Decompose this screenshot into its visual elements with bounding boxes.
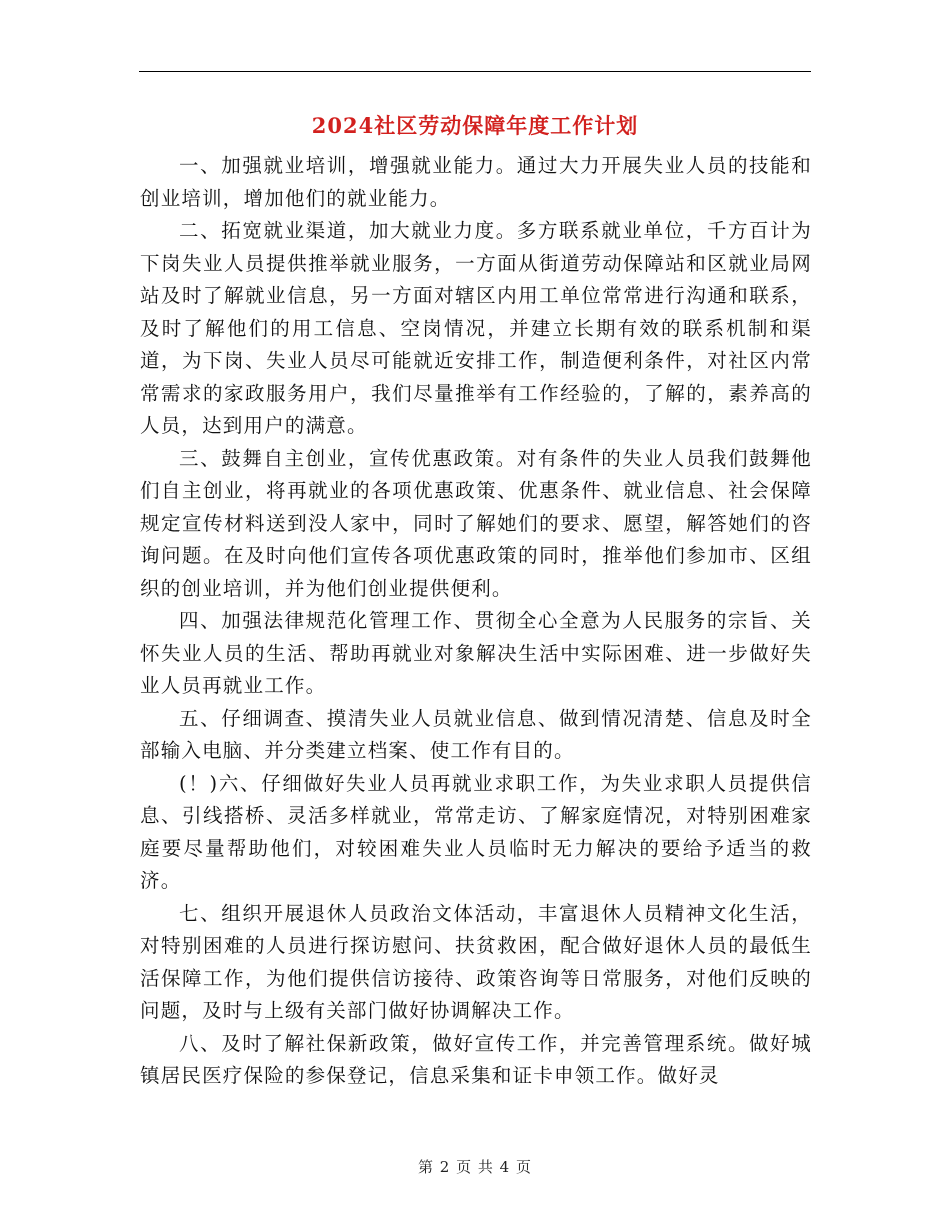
page-number-footer: 第 2 页 共 4 页 (418, 1158, 532, 1176)
paragraph-3: 三、鼓舞自主创业，宣传优惠政策。对有条件的失业人员我们鼓舞他们自主创业，将再就业的各项优惠政策、优惠条件、就业信息、社会保障规定宣传材料送到没人家中，同时了解她们的要求、愿望，解答她们的咨询问题。在及时向他们宣传各项优惠政策的同时，推举他们参加市、区组织的创业培训，并为他们创业提供便利。 (140, 446, 812, 600)
paragraph-6: (！)六、仔细做好失业人员再就业求职工作，为失业求职人员提供信息、引线搭桥、灵活多样就业，常常走访、了解家庭情况，对特别困难家庭要尽量帮助他们，对较困难失业人员临时无力解决的要给予适当的救济。 (140, 771, 812, 892)
paragraph-8: 八、及时了解社保新政策，做好宣传工作，并完善管理系统。做好城镇居民医疗保险的参保登记，信息采集和证卡申领工作。做好灵 (140, 1031, 812, 1087)
paragraph-7: 七、组织开展退休人员政治文体活动，丰富退休人员精神文化生活，对特别困难的人员进行探访慰问、扶贫救困，配合做好退休人员的最低生活保障工作，为他们提供信访接待、政策咨询等日常服务，对他们反映的问题，及时与上级有关部门做好协调解决工作。 (140, 901, 812, 1022)
paragraph-1: 一、加强就业培训，增强就业能力。通过大力开展失业人员的技能和创业培训，增加他们的就业能力。 (140, 154, 812, 210)
document-body (140, 150, 812, 1093)
header-rule (139, 71, 811, 72)
paragraph-2: 二、拓宽就业渠道，加大就业力度。多方联系就业单位，千方百计为下岗失业人员提供推举就业服务，一方面从街道劳动保障站和区就业局网站及时了解就业信息，另一方面对辖区内用工单位常常进行沟通和联系，及时了解他们的用工信息、空岗情况，并建立长期有效的联系机制和渠道，为下岗、失业人员尽可能就近安排工作，制造便利条件，对社区内常常需求的家政服务用户，我们尽量推举有工作经验的，了解的，素养高的人员，达到用户的满意。 (140, 219, 812, 437)
paragraph-4: 四、加强法律规范化管理工作、贯彻全心全意为人民服务的宗旨、关怀失业人员的生活、帮助再就业对象解决生活中实际困难、进一步做好失业人员再就业工作。 (140, 609, 812, 697)
document-title: 2024社区劳动保障年度工作计划 (311, 113, 639, 138)
paragraph-5: 五、仔细调查、摸清失业人员就业信息、做到情况清楚、信息及时全部输入电脑、并分类建立档案、使工作有目的。 (140, 706, 812, 762)
